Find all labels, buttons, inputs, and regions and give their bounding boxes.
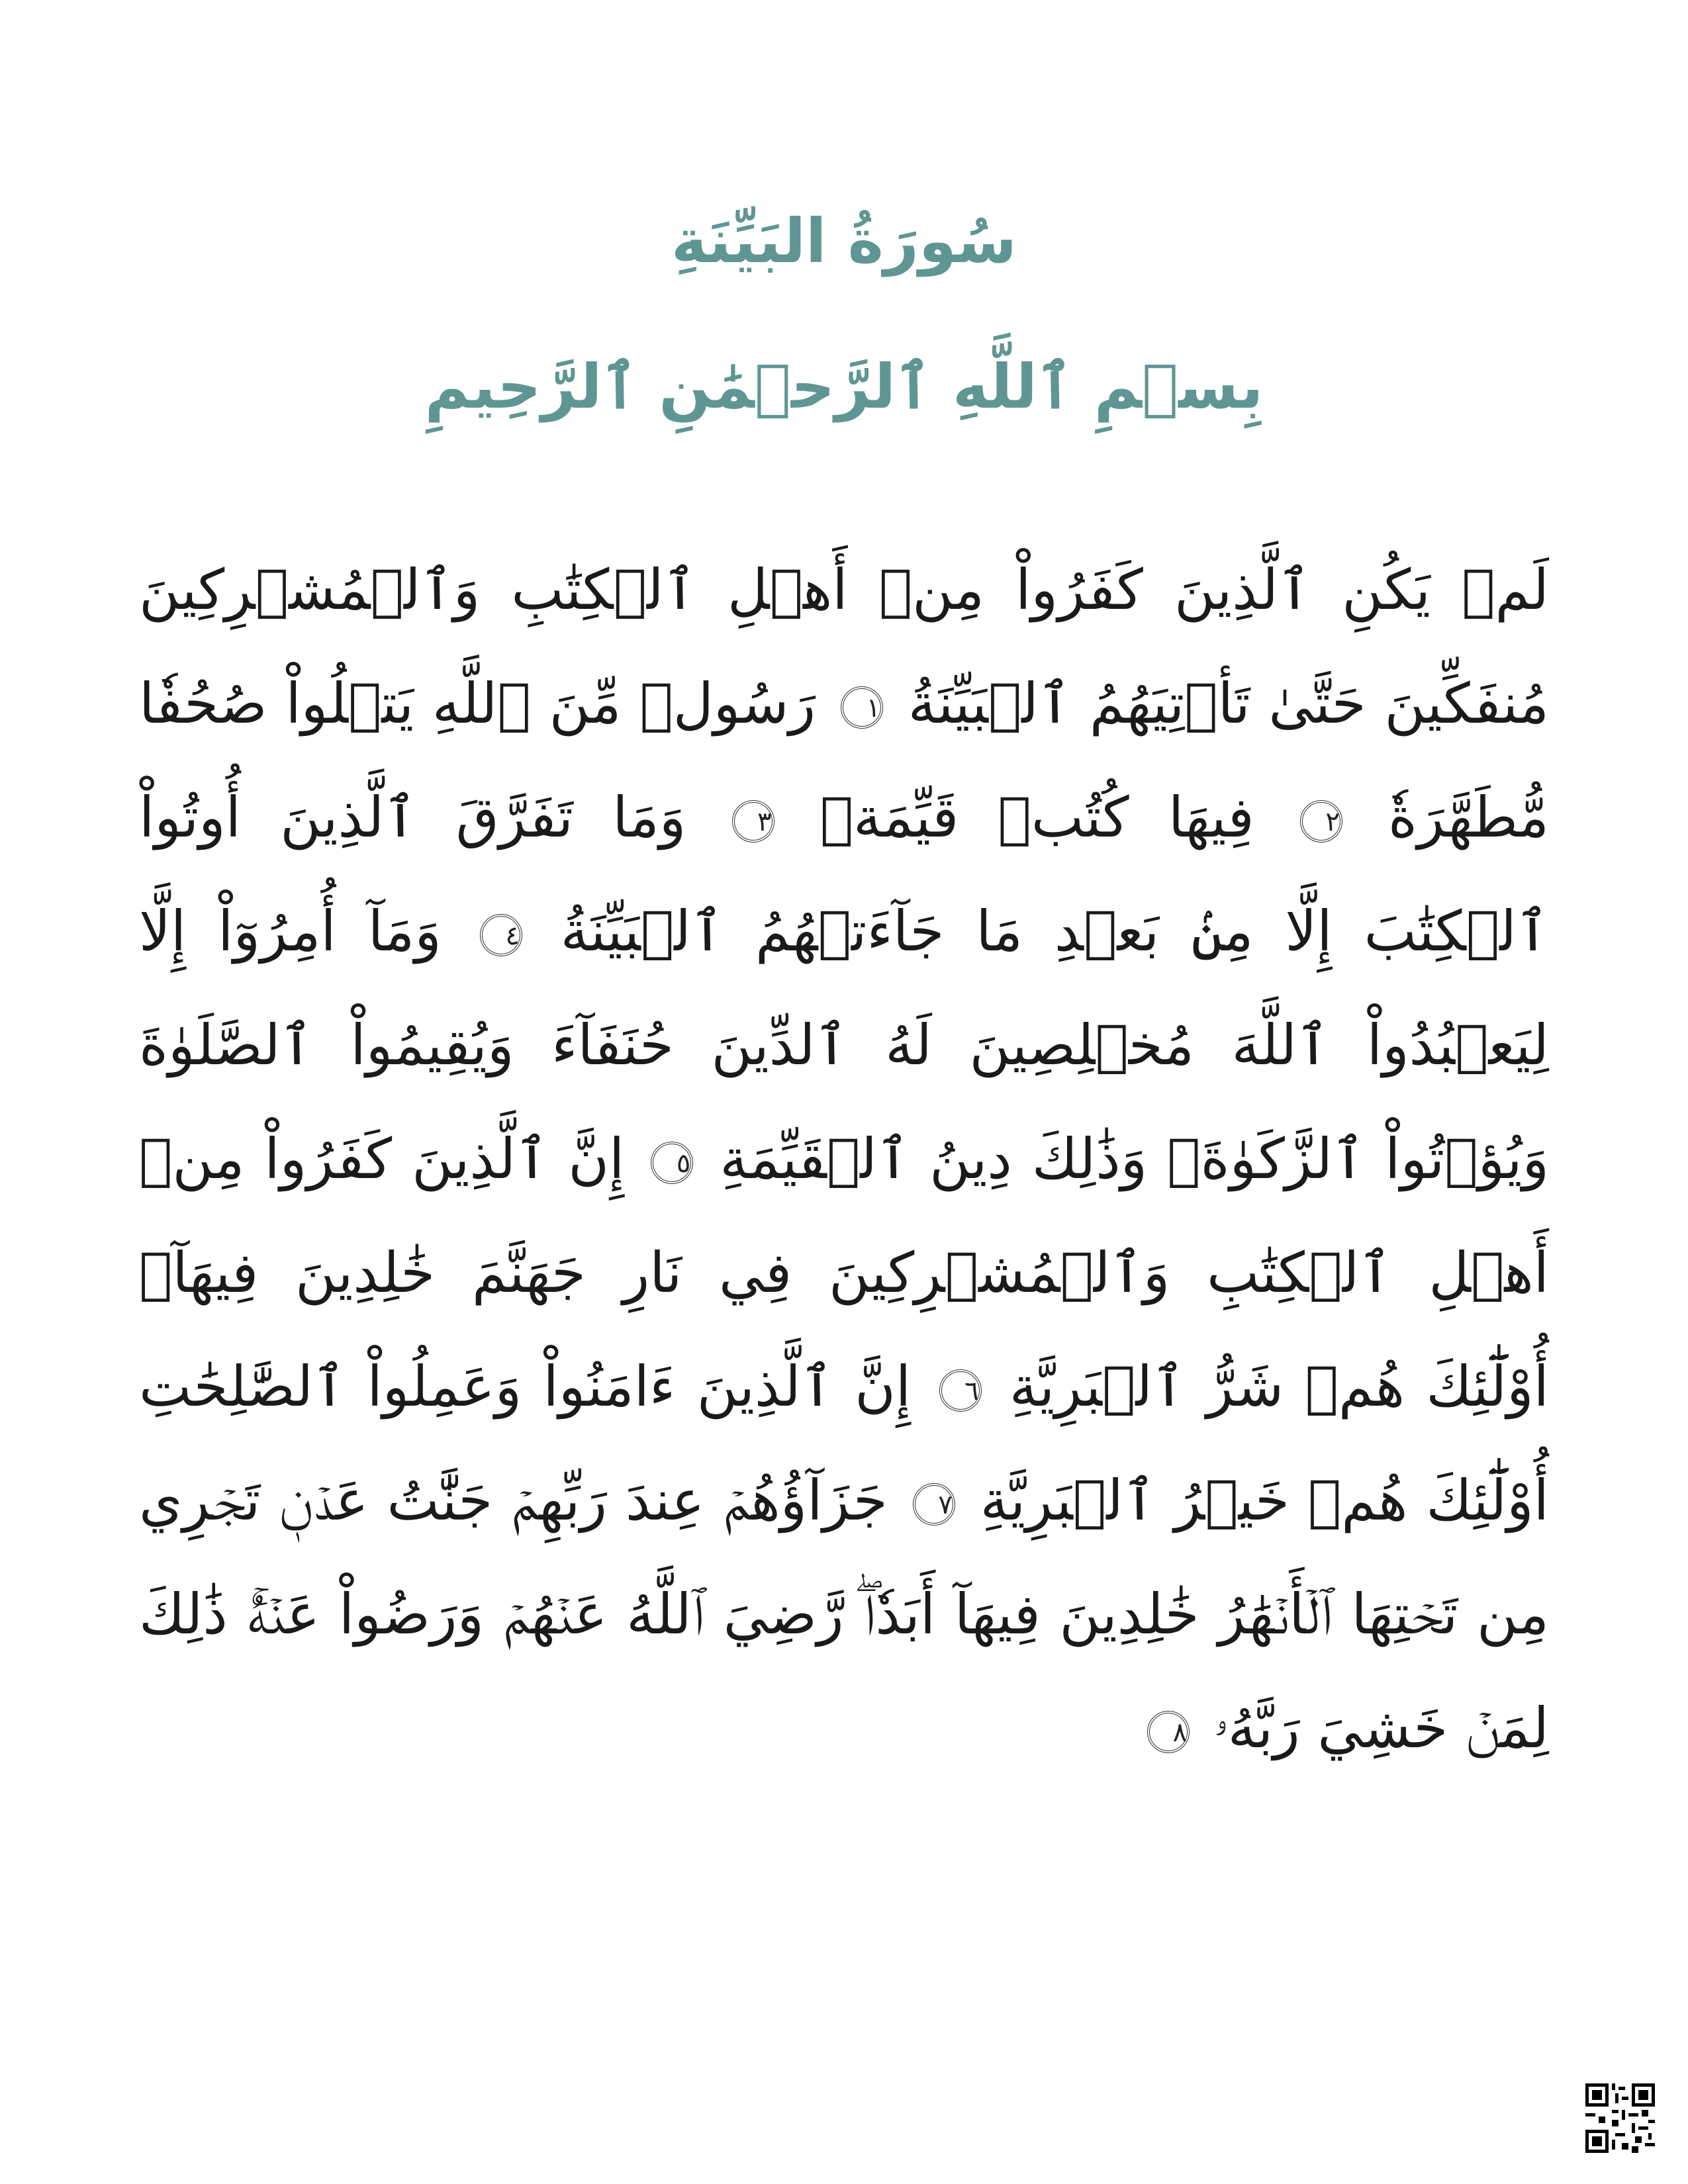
verse-text: وَمَآ أُمِرُوٓاْ إِلَّا لِيَعۡبُدُواْ ٱللَّهَ مُخۡلِصِينَ لَهُ ٱلدِّينَ حُنَفَآءَ وَيُقِيمُواْ ٱلصَّلَوٰةَ وَيُؤۡتُواْ ٱلزَّكَوٰةَۚ وَذَٰلِكَ دِينُ ٱلۡقَيِّمَةِ [139,899,1550,1191]
ayah-number-marker: ٥ [651,1142,693,1184]
verse-text: لَمۡ يَكُنِ ٱلَّذِينَ كَفَرُواْ مِنۡ أَهۡلِ ٱلۡكِتَٰبِ وَٱلۡمُشۡرِكِينَ مُنفَكِّينَ حَتَّىٰ تَأۡتِيَهُمُ ٱلۡبَيِّنَةُ [139,557,1550,736]
ayah-number-marker: ٧ [913,1483,955,1525]
verse-text: فِيهَا كُتُبٞ قَيِّمَةٞ [820,785,1254,850]
ayah-number-marker: ٨ [1147,1711,1190,1753]
ayah-number-marker: ١ [841,686,883,729]
verse-text: وَمَا تَفَرَّقَ ٱلَّذِينَ أُوتُواْ ٱلۡكِتَٰبَ إِلَّا مِنۢ بَعۡدِ مَا جَآءَتۡهُمُ ٱلۡبَيِّنَةُ [139,785,1550,964]
verse-text: رَسُولٞ مِّنَ ٱللَّهِ يَتۡلُواْ صُحُفٗا مُّطَهَّرَةٗ [139,671,1549,850]
verses-block [139,533,1549,1785]
verse-text: إِنَّ ٱلَّذِينَ كَفَرُواْ مِنۡ أَهۡلِ ٱلۡكِتَٰبِ وَٱلۡمُشۡرِكِينَ فِي نَارِ جَهَنَّمَ خَٰلِدِينَ فِيهَآۚ أُوْلَٰٓئِكَ هُمۡ شَرُّ ٱلۡبَرِيَّةِ [139,1126,1550,1419]
surah-title: سُورَةُ البَيِّنَةِ [671,206,1017,277]
qr-code-icon [1585,2083,1655,2153]
verse-text: جَزَآؤُهُمۡ عِندَ رَبِّهِمۡ جَنَّٰتُ عَدۡنٖ تَجۡرِي مِن تَحۡتِهَا ٱلۡأَنۡهَٰرُ خَٰلِدِينَ فِيهَآ أَبَدٗاۖ رَّضِيَ ٱللَّهُ عَنۡهُمۡ وَرَضُواْ عَنۡهُۚ ذَٰلِكَ لِمَنۡ خَشِيَ رَبَّهُۥ [139,1468,1549,1760]
verse-text: إِنَّ ٱلَّذِينَ ءَامَنُواْ وَعَمِلُواْ ٱلصَّٰلِحَٰتِ أُوْلَٰٓئِكَ هُمۡ خَيۡرُ ٱلۡبَرِيَّةِ [139,1354,1549,1533]
ayah-number-marker: ٢ [1300,800,1342,842]
basmala: بِسۡمِ ٱللَّهِ ٱلرَّحۡمَٰنِ ٱلرَّحِيمِ [424,351,1264,422]
ayah-number-marker: ٦ [939,1369,982,1412]
ayah-number-marker: ٣ [732,800,774,842]
ayah-number-marker: ٤ [480,914,522,956]
